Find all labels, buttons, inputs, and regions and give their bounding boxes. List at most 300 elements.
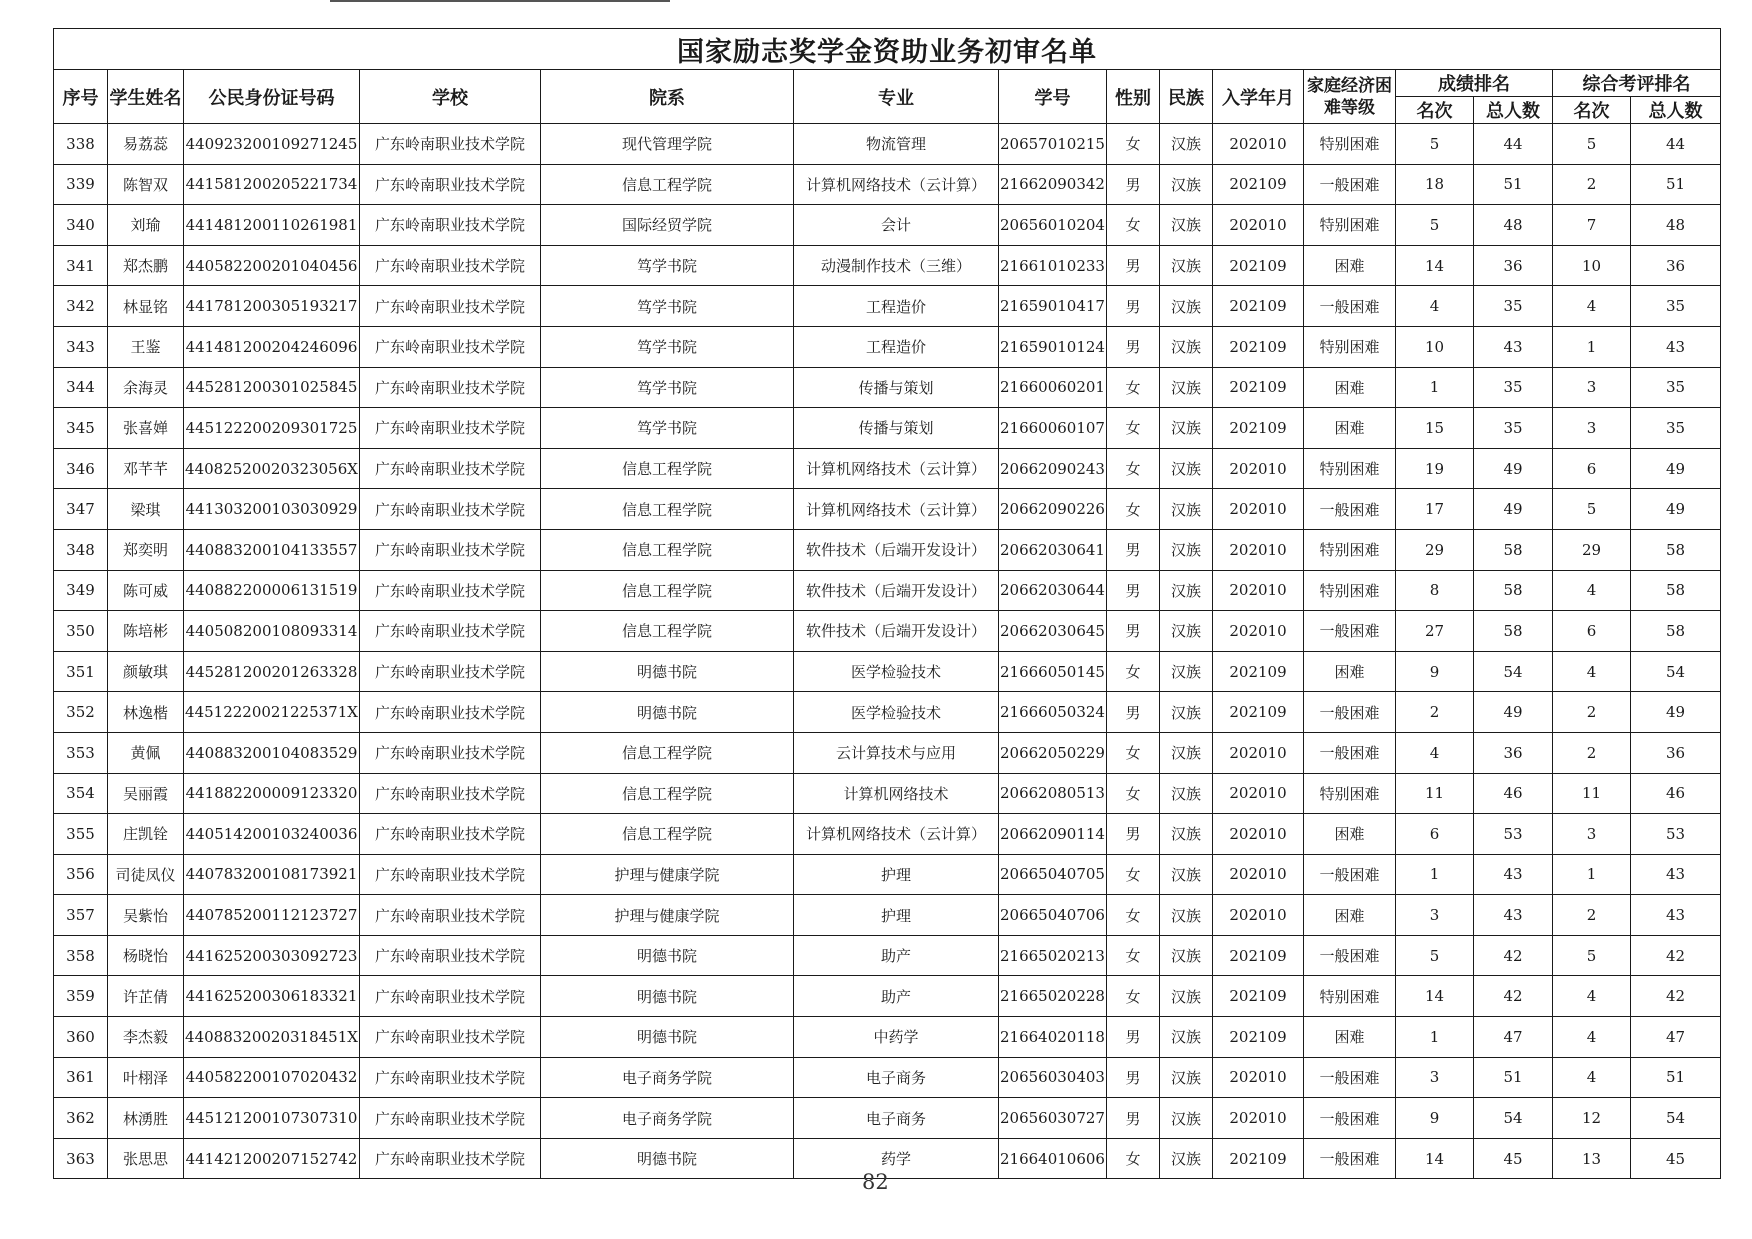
- cell-grade-total: 43: [1474, 854, 1553, 895]
- cell-comp-total: 35: [1631, 286, 1721, 327]
- cell-comp-total: 43: [1631, 895, 1721, 936]
- cell-difficulty-level: 一般困难: [1304, 935, 1396, 976]
- cell-major: 传播与策划: [794, 367, 999, 408]
- cell-comp-total: 51: [1631, 1057, 1721, 1098]
- cell-enroll-date: 202010: [1213, 814, 1304, 855]
- cell-student-number: 20665040705: [999, 854, 1107, 895]
- cell-major: 计算机网络技术（云计算）: [794, 448, 999, 489]
- cell-major: 传播与策划: [794, 408, 999, 449]
- cell-department: 明德书院: [541, 935, 794, 976]
- cell-department: 国际经贸学院: [541, 205, 794, 246]
- cell-gender: 男: [1107, 1017, 1160, 1058]
- cell-id-number: 440582200107020432: [184, 1057, 360, 1098]
- cell-name: 王鉴: [108, 326, 184, 367]
- cell-grade-rank: 17: [1396, 489, 1474, 530]
- cell-seq: 339: [54, 164, 108, 205]
- cell-difficulty-level: 困难: [1304, 895, 1396, 936]
- cell-name: 杨晓怡: [108, 935, 184, 976]
- cell-ethnicity: 汉族: [1160, 1057, 1213, 1098]
- cell-enroll-date: 202010: [1213, 529, 1304, 570]
- cell-id-number: 441882200009123320: [184, 773, 360, 814]
- cell-department: 笃学书院: [541, 326, 794, 367]
- cell-grade-total: 42: [1474, 976, 1553, 1017]
- cell-comp-rank: 2: [1553, 164, 1631, 205]
- cell-difficulty-level: 一般困难: [1304, 1057, 1396, 1098]
- cell-name: 郑杰鹏: [108, 245, 184, 286]
- cell-grade-rank: 29: [1396, 529, 1474, 570]
- table-row: [54, 124, 1721, 165]
- cell-major: 计算机网络技术（云计算）: [794, 164, 999, 205]
- cell-ethnicity: 汉族: [1160, 326, 1213, 367]
- cell-major: 药学: [794, 1138, 999, 1179]
- cell-difficulty-level: 困难: [1304, 651, 1396, 692]
- cell-enroll-date: 202010: [1213, 895, 1304, 936]
- cell-gender: 女: [1107, 935, 1160, 976]
- table-row: [54, 732, 1721, 773]
- cell-gender: 男: [1107, 570, 1160, 611]
- cell-student-number: 20662090243: [999, 448, 1107, 489]
- cell-school: 广东岭南职业技术学院: [360, 692, 541, 733]
- cell-seq: 359: [54, 976, 108, 1017]
- cell-grade-rank: 9: [1396, 651, 1474, 692]
- cell-comp-total: 49: [1631, 692, 1721, 733]
- cell-difficulty-level: 特别困难: [1304, 205, 1396, 246]
- cell-student-number: 20662090226: [999, 489, 1107, 530]
- cell-seq: 363: [54, 1138, 108, 1179]
- cell-gender: 女: [1107, 205, 1160, 246]
- cell-student-number: 20662090114: [999, 814, 1107, 855]
- cell-id-number: 445122200209301725: [184, 408, 360, 449]
- cell-grade-rank: 3: [1396, 895, 1474, 936]
- cell-seq: 358: [54, 935, 108, 976]
- cell-difficulty-level: 一般困难: [1304, 611, 1396, 652]
- cell-difficulty-level: 一般困难: [1304, 1138, 1396, 1179]
- cell-comp-rank: 3: [1553, 408, 1631, 449]
- cell-grade-rank: 1: [1396, 854, 1474, 895]
- cell-department: 笃学书院: [541, 367, 794, 408]
- cell-seq: 350: [54, 611, 108, 652]
- header-grade-rank-position: 名次: [1396, 97, 1474, 124]
- cell-name: 林显铭: [108, 286, 184, 327]
- cell-department: 信息工程学院: [541, 570, 794, 611]
- cell-department: 电子商务学院: [541, 1098, 794, 1139]
- cell-seq: 348: [54, 529, 108, 570]
- cell-school: 广东岭南职业技术学院: [360, 1057, 541, 1098]
- cell-id-number: 441481200204246096: [184, 326, 360, 367]
- cell-difficulty-level: 一般困难: [1304, 489, 1396, 530]
- cell-id-number: 441481200110261981: [184, 205, 360, 246]
- cell-department: 笃学书院: [541, 286, 794, 327]
- cell-gender: 女: [1107, 448, 1160, 489]
- cell-comp-rank: 5: [1553, 489, 1631, 530]
- cell-difficulty-level: 特别困难: [1304, 529, 1396, 570]
- cell-department: 信息工程学院: [541, 448, 794, 489]
- cell-department: 明德书院: [541, 976, 794, 1017]
- cell-ethnicity: 汉族: [1160, 448, 1213, 489]
- table-row: [54, 1098, 1721, 1139]
- cell-gender: 女: [1107, 408, 1160, 449]
- cell-enroll-date: 202010: [1213, 1098, 1304, 1139]
- cell-gender: 男: [1107, 286, 1160, 327]
- cell-enroll-date: 202010: [1213, 854, 1304, 895]
- cell-school: 广东岭南职业技术学院: [360, 651, 541, 692]
- cell-comp-rank: 1: [1553, 326, 1631, 367]
- cell-school: 广东岭南职业技术学院: [360, 1017, 541, 1058]
- cell-name: 林湧胜: [108, 1098, 184, 1139]
- cell-grade-rank: 19: [1396, 448, 1474, 489]
- cell-ethnicity: 汉族: [1160, 367, 1213, 408]
- cell-gender: 男: [1107, 814, 1160, 855]
- cell-department: 信息工程学院: [541, 732, 794, 773]
- cell-difficulty-level: 特别困难: [1304, 976, 1396, 1017]
- cell-grade-total: 58: [1474, 529, 1553, 570]
- cell-seq: 338: [54, 124, 108, 165]
- cell-seq: 354: [54, 773, 108, 814]
- cell-seq: 360: [54, 1017, 108, 1058]
- top-rule-line: [330, 0, 670, 2]
- cell-seq: 342: [54, 286, 108, 327]
- header-grade-rank: 成绩排名: [1396, 70, 1553, 97]
- table-row: [54, 205, 1721, 246]
- cell-school: 广东岭南职业技术学院: [360, 286, 541, 327]
- cell-ethnicity: 汉族: [1160, 814, 1213, 855]
- cell-student-number: 20656010204: [999, 205, 1107, 246]
- cell-school: 广东岭南职业技术学院: [360, 976, 541, 1017]
- header-school: 学校: [360, 70, 541, 124]
- cell-enroll-date: 202109: [1213, 245, 1304, 286]
- cell-difficulty-level: 困难: [1304, 1017, 1396, 1058]
- cell-seq: 351: [54, 651, 108, 692]
- cell-grade-rank: 1: [1396, 1017, 1474, 1058]
- cell-comp-rank: 10: [1553, 245, 1631, 286]
- cell-name: 颜敏琪: [108, 651, 184, 692]
- cell-comp-total: 44: [1631, 124, 1721, 165]
- cell-school: 广东岭南职业技术学院: [360, 935, 541, 976]
- cell-department: 明德书院: [541, 692, 794, 733]
- cell-gender: 女: [1107, 651, 1160, 692]
- cell-major: 助产: [794, 976, 999, 1017]
- cell-difficulty-level: 一般困难: [1304, 1098, 1396, 1139]
- cell-enroll-date: 202010: [1213, 570, 1304, 611]
- cell-grade-total: 54: [1474, 1098, 1553, 1139]
- cell-gender: 女: [1107, 854, 1160, 895]
- cell-ethnicity: 汉族: [1160, 245, 1213, 286]
- cell-enroll-date: 202010: [1213, 205, 1304, 246]
- cell-gender: 女: [1107, 895, 1160, 936]
- cell-school: 广东岭南职业技术学院: [360, 245, 541, 286]
- cell-seq: 357: [54, 895, 108, 936]
- cell-major: 助产: [794, 935, 999, 976]
- table-row: [54, 692, 1721, 733]
- cell-gender: 男: [1107, 1098, 1160, 1139]
- cell-ethnicity: 汉族: [1160, 164, 1213, 205]
- cell-ethnicity: 汉族: [1160, 1017, 1213, 1058]
- cell-grade-total: 46: [1474, 773, 1553, 814]
- cell-student-number: 21660060201: [999, 367, 1107, 408]
- cell-school: 广东岭南职业技术学院: [360, 854, 541, 895]
- cell-gender: 女: [1107, 732, 1160, 773]
- cell-ethnicity: 汉族: [1160, 529, 1213, 570]
- cell-enroll-date: 202109: [1213, 651, 1304, 692]
- cell-gender: 男: [1107, 245, 1160, 286]
- table-row: [54, 326, 1721, 367]
- cell-name: 邓芊芊: [108, 448, 184, 489]
- cell-comp-rank: 4: [1553, 286, 1631, 327]
- cell-name: 叶栩泽: [108, 1057, 184, 1098]
- cell-gender: 男: [1107, 692, 1160, 733]
- cell-name: 黄佩: [108, 732, 184, 773]
- cell-difficulty-level: 特别困难: [1304, 448, 1396, 489]
- cell-name: 陈培彬: [108, 611, 184, 652]
- cell-grade-rank: 6: [1396, 814, 1474, 855]
- cell-grade-rank: 1: [1396, 367, 1474, 408]
- cell-comp-total: 43: [1631, 326, 1721, 367]
- header-id-number: 公民身份证号码: [184, 70, 360, 124]
- cell-difficulty-level: 一般困难: [1304, 286, 1396, 327]
- cell-name: 许芷倩: [108, 976, 184, 1017]
- cell-comp-total: 49: [1631, 448, 1721, 489]
- cell-grade-rank: 14: [1396, 245, 1474, 286]
- cell-grade-rank: 3: [1396, 1057, 1474, 1098]
- page-number: 82: [862, 1170, 889, 1194]
- cell-department: 护理与健康学院: [541, 895, 794, 936]
- cell-grade-total: 48: [1474, 205, 1553, 246]
- cell-major: 工程造价: [794, 326, 999, 367]
- cell-gender: 女: [1107, 976, 1160, 1017]
- cell-gender: 女: [1107, 1138, 1160, 1179]
- cell-school: 广东岭南职业技术学院: [360, 367, 541, 408]
- cell-comp-total: 42: [1631, 935, 1721, 976]
- header-name: 学生姓名: [108, 70, 184, 124]
- cell-student-number: 21662090342: [999, 164, 1107, 205]
- cell-grade-rank: 5: [1396, 935, 1474, 976]
- cell-major: 物流管理: [794, 124, 999, 165]
- cell-id-number: 440783200108173921: [184, 854, 360, 895]
- cell-name: 刘瑜: [108, 205, 184, 246]
- header-department: 院系: [541, 70, 794, 124]
- table-row: [54, 570, 1721, 611]
- cell-student-number: 20662030645: [999, 611, 1107, 652]
- cell-ethnicity: 汉族: [1160, 286, 1213, 327]
- cell-gender: 女: [1107, 489, 1160, 530]
- cell-school: 广东岭南职业技术学院: [360, 732, 541, 773]
- cell-school: 广东岭南职业技术学院: [360, 611, 541, 652]
- cell-grade-total: 47: [1474, 1017, 1553, 1058]
- cell-comp-rank: 4: [1553, 570, 1631, 611]
- cell-department: 信息工程学院: [541, 489, 794, 530]
- cell-enroll-date: 202109: [1213, 1017, 1304, 1058]
- cell-comp-rank: 5: [1553, 124, 1631, 165]
- cell-school: 广东岭南职业技术学院: [360, 529, 541, 570]
- cell-grade-total: 43: [1474, 326, 1553, 367]
- cell-comp-rank: 2: [1553, 732, 1631, 773]
- cell-seq: 356: [54, 854, 108, 895]
- cell-department: 护理与健康学院: [541, 854, 794, 895]
- cell-difficulty-level: 困难: [1304, 245, 1396, 286]
- cell-comp-rank: 6: [1553, 611, 1631, 652]
- cell-difficulty-level: 特别困难: [1304, 773, 1396, 814]
- cell-comp-rank: 11: [1553, 773, 1631, 814]
- cell-seq: 345: [54, 408, 108, 449]
- table-row: [54, 976, 1721, 1017]
- cell-difficulty-level: 困难: [1304, 367, 1396, 408]
- cell-comp-rank: 1: [1553, 854, 1631, 895]
- cell-major: 计算机网络技术（云计算）: [794, 489, 999, 530]
- cell-student-number: 21659010124: [999, 326, 1107, 367]
- table-row: [54, 245, 1721, 286]
- cell-enroll-date: 202109: [1213, 367, 1304, 408]
- cell-student-number: 20665040706: [999, 895, 1107, 936]
- cell-difficulty-level: 特别困难: [1304, 124, 1396, 165]
- cell-grade-total: 49: [1474, 692, 1553, 733]
- cell-comp-rank: 2: [1553, 692, 1631, 733]
- cell-student-number: 20662050229: [999, 732, 1107, 773]
- cell-grade-total: 54: [1474, 651, 1553, 692]
- cell-id-number: 44512220021225371X: [184, 692, 360, 733]
- cell-ethnicity: 汉族: [1160, 570, 1213, 611]
- cell-major: 护理: [794, 854, 999, 895]
- cell-comp-total: 47: [1631, 1017, 1721, 1058]
- cell-difficulty-level: 一般困难: [1304, 692, 1396, 733]
- cell-ethnicity: 汉族: [1160, 692, 1213, 733]
- header-comp-rank-position: 名次: [1553, 97, 1631, 124]
- cell-enroll-date: 202010: [1213, 732, 1304, 773]
- cell-ethnicity: 汉族: [1160, 408, 1213, 449]
- header-student-number: 学号: [999, 70, 1107, 124]
- cell-school: 广东岭南职业技术学院: [360, 1098, 541, 1139]
- cell-seq: 352: [54, 692, 108, 733]
- cell-comp-rank: 4: [1553, 651, 1631, 692]
- cell-grade-total: 49: [1474, 448, 1553, 489]
- cell-name: 余海灵: [108, 367, 184, 408]
- cell-department: 笃学书院: [541, 245, 794, 286]
- cell-school: 广东岭南职业技术学院: [360, 1138, 541, 1179]
- cell-grade-rank: 10: [1396, 326, 1474, 367]
- cell-gender: 男: [1107, 326, 1160, 367]
- cell-grade-total: 51: [1474, 164, 1553, 205]
- cell-grade-total: 35: [1474, 367, 1553, 408]
- cell-id-number: 441781200305193217: [184, 286, 360, 327]
- cell-student-number: 20656030403: [999, 1057, 1107, 1098]
- cell-seq: 362: [54, 1098, 108, 1139]
- cell-grade-total: 58: [1474, 570, 1553, 611]
- cell-enroll-date: 202109: [1213, 976, 1304, 1017]
- cell-seq: 355: [54, 814, 108, 855]
- cell-id-number: 440923200109271245: [184, 124, 360, 165]
- cell-comp-total: 54: [1631, 651, 1721, 692]
- cell-enroll-date: 202109: [1213, 692, 1304, 733]
- cell-ethnicity: 汉族: [1160, 205, 1213, 246]
- cell-difficulty-level: 一般困难: [1304, 732, 1396, 773]
- cell-enroll-date: 202109: [1213, 286, 1304, 327]
- cell-major: 软件技术（后端开发设计）: [794, 570, 999, 611]
- cell-grade-total: 49: [1474, 489, 1553, 530]
- cell-id-number: 445281200201263328: [184, 651, 360, 692]
- cell-id-number: 441625200303092723: [184, 935, 360, 976]
- cell-comp-total: 35: [1631, 408, 1721, 449]
- cell-student-number: 21666050324: [999, 692, 1107, 733]
- cell-id-number: 440514200103240036: [184, 814, 360, 855]
- cell-comp-total: 36: [1631, 245, 1721, 286]
- cell-department: 信息工程学院: [541, 611, 794, 652]
- cell-difficulty-level: 一般困难: [1304, 164, 1396, 205]
- cell-student-number: 21664010606: [999, 1138, 1107, 1179]
- header-difficulty-level: 家庭经济困难等级: [1304, 70, 1396, 124]
- cell-name: 林逸楷: [108, 692, 184, 733]
- cell-ethnicity: 汉族: [1160, 854, 1213, 895]
- cell-id-number: 445121200107307310: [184, 1098, 360, 1139]
- cell-major: 动漫制作技术（三维）: [794, 245, 999, 286]
- cell-name: 陈智双: [108, 164, 184, 205]
- cell-ethnicity: 汉族: [1160, 124, 1213, 165]
- cell-ethnicity: 汉族: [1160, 1138, 1213, 1179]
- cell-id-number: 440508200108093314: [184, 611, 360, 652]
- cell-difficulty-level: 一般困难: [1304, 854, 1396, 895]
- cell-id-number: 441625200306183321: [184, 976, 360, 1017]
- table-row: [54, 367, 1721, 408]
- cell-comp-rank: 6: [1553, 448, 1631, 489]
- cell-comp-total: 48: [1631, 205, 1721, 246]
- cell-id-number: 441581200205221734: [184, 164, 360, 205]
- cell-department: 信息工程学院: [541, 529, 794, 570]
- cell-grade-rank: 27: [1396, 611, 1474, 652]
- cell-student-number: 21664020118: [999, 1017, 1107, 1058]
- cell-department: 笃学书院: [541, 408, 794, 449]
- cell-grade-total: 35: [1474, 286, 1553, 327]
- cell-ethnicity: 汉族: [1160, 895, 1213, 936]
- cell-major: 会计: [794, 205, 999, 246]
- cell-school: 广东岭南职业技术学院: [360, 124, 541, 165]
- header-enroll-date: 入学年月: [1213, 70, 1304, 124]
- cell-id-number: 440582200201040456: [184, 245, 360, 286]
- cell-student-number: 21661010233: [999, 245, 1107, 286]
- cell-enroll-date: 202010: [1213, 773, 1304, 814]
- cell-id-number: 440882200006131519: [184, 570, 360, 611]
- cell-comp-total: 45: [1631, 1138, 1721, 1179]
- cell-comp-total: 58: [1631, 529, 1721, 570]
- cell-comp-rank: 4: [1553, 1017, 1631, 1058]
- cell-student-number: 20662030644: [999, 570, 1107, 611]
- table-row: [54, 286, 1721, 327]
- table-row: [54, 611, 1721, 652]
- cell-id-number: 441421200207152742: [184, 1138, 360, 1179]
- cell-enroll-date: 202010: [1213, 448, 1304, 489]
- cell-grade-total: 51: [1474, 1057, 1553, 1098]
- cell-student-number: 21666050145: [999, 651, 1107, 692]
- cell-student-number: 21659010417: [999, 286, 1107, 327]
- cell-student-number: 21665020213: [999, 935, 1107, 976]
- cell-comp-total: 58: [1631, 570, 1721, 611]
- cell-student-number: 21660060107: [999, 408, 1107, 449]
- cell-comp-rank: 12: [1553, 1098, 1631, 1139]
- cell-seq: 341: [54, 245, 108, 286]
- cell-name: 易荔蕊: [108, 124, 184, 165]
- cell-ethnicity: 汉族: [1160, 976, 1213, 1017]
- cell-comp-rank: 3: [1553, 814, 1631, 855]
- table-row: [54, 1017, 1721, 1058]
- cell-name: 张喜婵: [108, 408, 184, 449]
- cell-school: 广东岭南职业技术学院: [360, 408, 541, 449]
- cell-comp-rank: 13: [1553, 1138, 1631, 1179]
- cell-id-number: 440883200104133557: [184, 529, 360, 570]
- header-major: 专业: [794, 70, 999, 124]
- cell-gender: 男: [1107, 611, 1160, 652]
- cell-gender: 女: [1107, 773, 1160, 814]
- cell-comp-rank: 29: [1553, 529, 1631, 570]
- cell-comp-total: 58: [1631, 611, 1721, 652]
- cell-student-number: 20662030641: [999, 529, 1107, 570]
- cell-ethnicity: 汉族: [1160, 611, 1213, 652]
